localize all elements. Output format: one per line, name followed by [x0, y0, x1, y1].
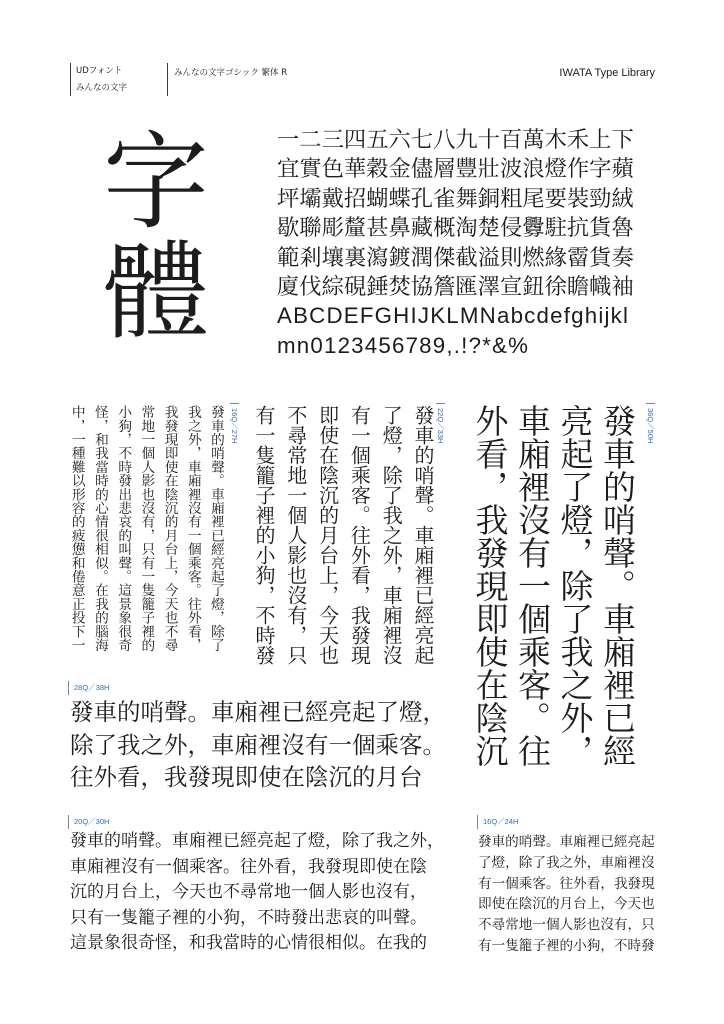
vertical-column: 即使在陰沉的月台上，今天也: [315, 405, 340, 665]
text-line: 發車的哨聲。車廂裡已經亮起: [478, 834, 655, 850]
library-name: IWATA Type Library: [559, 67, 655, 79]
vertical-column: 車廂裡沒有一個乘客。往: [513, 404, 552, 767]
vertical-column: 有一個乘客。往外看，我發現: [347, 405, 372, 665]
display-char: 字: [103, 121, 209, 244]
horizontal-sample: [70, 829, 444, 957]
vertical-column: 發車的哨聲。車廂裡已經亮起了燈，除了: [208, 405, 224, 652]
size-label: 22Q／33H: [436, 403, 445, 443]
vertical-column: 我之外，車廂裡沒有一個乘客。往外看，: [184, 405, 201, 652]
vertical-sample: [468, 404, 638, 767]
text-line: 這景象很奇怪，和我當時的心情很相似。在我的: [70, 933, 427, 953]
vertical-column: 亮起了燈，除了我之外，: [555, 404, 595, 767]
vertical-column: 發車的哨聲。車廂裡已經: [598, 404, 637, 767]
text-line: 發車的哨聲。車廂裡已經亮起了燈，: [70, 698, 446, 726]
text-line: 有一個乘客。往外看，我發現: [478, 875, 655, 892]
text-line: 發車的哨聲。車廂裡已經亮起了燈，除了我之外，: [70, 831, 444, 851]
vertical-column: 我發現即使在陰沉的月台上，今天也不尋: [161, 405, 178, 652]
size-label: 36Q／50H: [646, 403, 655, 443]
size-label: 16Q／24H: [477, 815, 518, 829]
glyph-line: 範剎壤裏瀉鍍潤傑截溢則燃緣霤貨奏: [277, 244, 634, 270]
vertical-column: 中，一種難以形容的疲憊和倦意正投下一: [68, 405, 85, 652]
vertical-column: 有一隻籠子裡的小狗，不時發: [252, 405, 277, 665]
font-name: [167, 63, 287, 96]
glyph-sample: [277, 125, 634, 360]
font-name-text: みんなの文字ゴシック 繁体 R: [174, 68, 288, 78]
brand-line: UDフォント: [76, 66, 123, 76]
glyph-line: 廈伐綜硯錘焚協簷匯澤宣鈕徐瞻幟袖: [277, 274, 634, 300]
header-brand: [70, 63, 127, 96]
vertical-sample: [65, 405, 227, 652]
size-label: 20Q／30H: [68, 815, 109, 829]
vertical-column: 小狗，不時發出悲哀的叫聲。這景象很奇: [115, 405, 132, 652]
text-line: 沉的月台上，今天也不尋常地一個人影也沒有，: [70, 882, 427, 902]
size-label: 28Q／38H: [68, 681, 109, 695]
vertical-column: 怪，和我當時的心情很相似。在我的腦海: [91, 405, 108, 652]
glyph-line: 一二三四五六七八九十百萬木禾上下: [277, 127, 634, 152]
glyph-line: 宜實色華穀金儘層豐壯波浪燈作字蘋: [277, 156, 634, 182]
brand-line: みんなの文字: [76, 82, 128, 93]
text-line: 往外看，我發現即使在陰沉的月台: [70, 763, 423, 791]
horizontal-sample: [478, 832, 655, 957]
text-line: 了燈，除了我之外，車廂裡沒: [478, 854, 655, 871]
text-line: 只有一隻籠子裡的小狗，不時發出悲哀的叫聲。: [70, 907, 427, 928]
glyph-line: ABCDEFGHIJKLMNabcdefghijkl: [277, 303, 630, 329]
glyph-line: mn0123456789,.!?*&%: [277, 332, 530, 358]
vertical-column: 常地一個人影也沒有，只有一隻籠子裡的: [138, 405, 155, 652]
vertical-column: 不尋常地一個人影也沒有，只: [283, 405, 308, 665]
text-line: 不尋常地一個人影也沒有，只: [478, 917, 655, 934]
display-char: 體: [103, 231, 209, 354]
vertical-column: 外看，我發現即使在陰沉: [470, 404, 510, 767]
vertical-sample: [247, 405, 438, 665]
vertical-column: 發車的哨聲。車廂裡已經亮起: [411, 405, 435, 665]
text-line: 車廂裡沒有一個乘客。往外看，我發現即使在陰: [70, 856, 427, 877]
text-line: 除了我之外，車廂裡沒有一個乘客。: [70, 730, 446, 759]
vertical-column: 了燈，除了我之外，車廂裡沒: [379, 405, 404, 665]
glyph-line: 歇聯彫釐甚鼻藏概淘楚侵釁駐抗貨魯: [277, 215, 634, 241]
glyph-line: 坪壩戴招蝴蝶孔雀舞銅粗尾要裝勁絨: [277, 185, 634, 211]
text-line: 即使在陰沉的月台上，今天也: [478, 896, 655, 913]
size-label: 16Q／27H: [230, 403, 239, 443]
horizontal-sample: [70, 696, 446, 794]
text-line: 有一隻籠子裡的小狗，不時發: [478, 937, 655, 954]
